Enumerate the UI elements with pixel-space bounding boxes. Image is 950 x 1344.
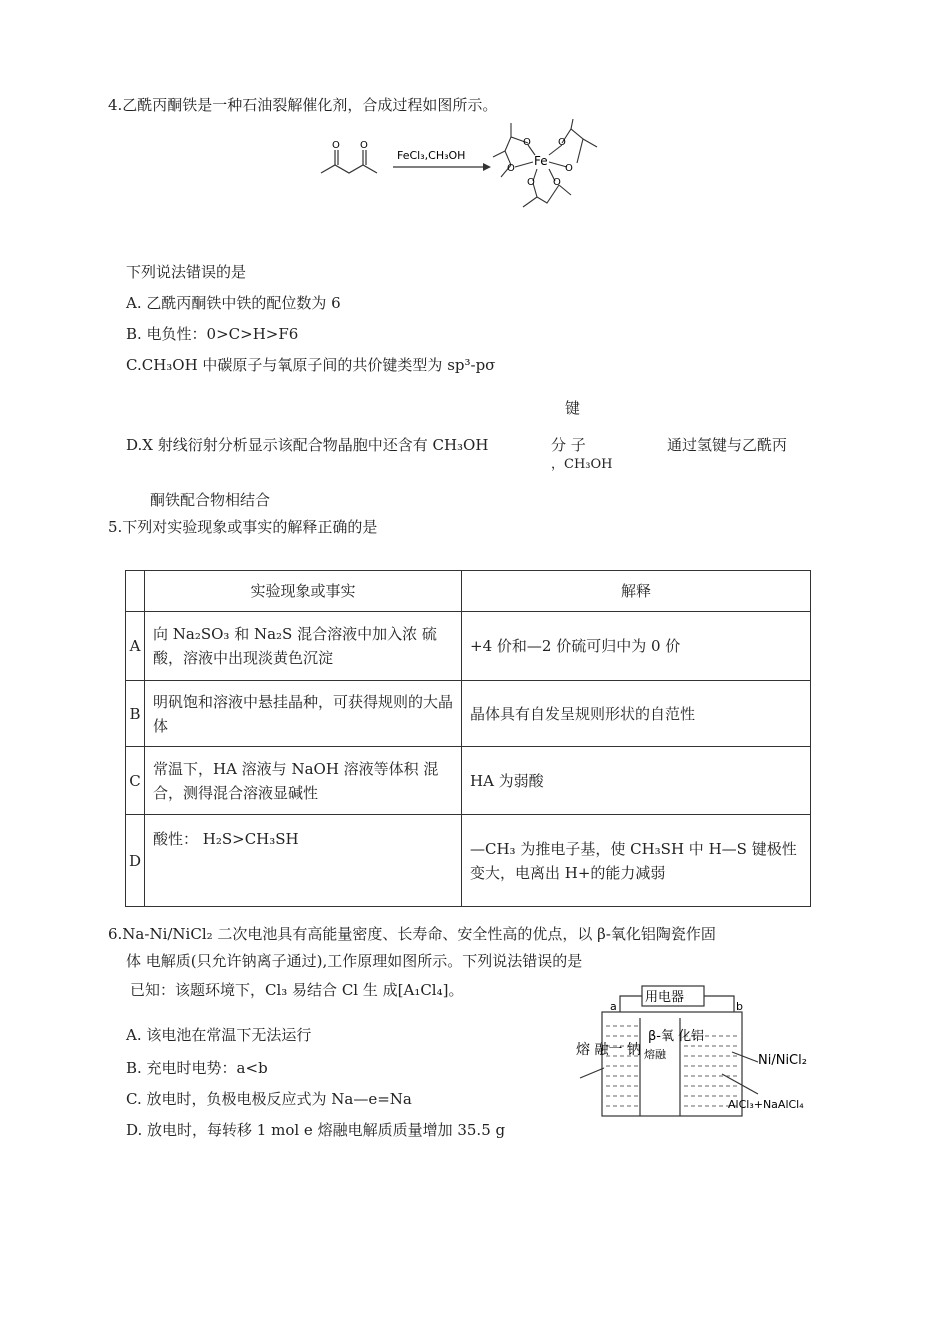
- q4-option-a: A. 乙酰丙酮铁中铁的配位数为 6: [126, 294, 341, 312]
- terminal-b: b: [736, 1000, 743, 1013]
- row-explain: —CH₃ 为推电子基，使 CH₃SH 中 H—S 键极性变大，电离出 H+的能力减弱: [462, 815, 811, 907]
- q4-stem: 4.乙酰丙酮铁是一种石油裂解催化剂，合成过程如图所示。: [108, 96, 498, 114]
- q4-option-d-continued: 酮铁配合物相结合: [150, 491, 271, 509]
- q4-option-d-mid: 分 子: [551, 436, 586, 454]
- battery-diagram: [572, 982, 822, 1118]
- electrolyte-label: AlCl₃+NaAlCl₄: [728, 1098, 804, 1111]
- device-label: 用电器: [645, 990, 685, 1005]
- q4-option-d-right: 通过氢键与乙酰丙: [667, 436, 788, 454]
- svg-text:O: O: [332, 140, 340, 151]
- molten-label: 熔融: [644, 1048, 666, 1061]
- q4-option-c: C.CH₃OH 中碳原子与氧原子间的共价键类型为 sp³-pσ: [126, 356, 496, 374]
- row-key: D: [126, 815, 145, 907]
- header-fact: 实验现象或事实: [145, 571, 462, 612]
- row-key: C: [126, 747, 145, 815]
- svg-text:O: O: [523, 137, 531, 148]
- svg-text:O: O: [507, 163, 515, 174]
- table-row: [126, 681, 811, 747]
- fe-center: Fe: [534, 154, 548, 168]
- row-key: B: [126, 681, 145, 747]
- table-row: [126, 815, 811, 907]
- acac-iron-synthesis-scheme: [315, 115, 615, 215]
- svg-text:O: O: [565, 163, 573, 174]
- table-header-row: [126, 571, 811, 612]
- q4-option-c-tail: 键: [565, 399, 581, 417]
- q4-option-d: D.X 射线衍射分析显示该配合物晶胞中还含有 CH₃OH: [126, 436, 489, 454]
- terminal-a: a: [610, 1000, 617, 1013]
- svg-text:O: O: [360, 140, 368, 151]
- q5-stem: 5.下列对实验现象或事实的解释正确的是: [108, 518, 378, 536]
- table-row: [126, 747, 811, 815]
- q6-option-d: D. 放电时，每转移 1 mol e 熔融电解质质量增加 35.5 g: [126, 1121, 506, 1139]
- q5-table: [125, 570, 811, 907]
- q6-known: 已知：该题环境下，Cl₃ 易结合 Cl 生 成[A₁Cl₄]。: [130, 981, 464, 999]
- row-fact: 酸性： H₂S>CH₃SH: [145, 815, 462, 907]
- table-row: [126, 612, 811, 681]
- q6-option-b: B. 充电时电势：a<b: [126, 1059, 268, 1077]
- membrane-label: β-氧 化铝: [648, 1029, 705, 1044]
- q6-option-c: C. 放电时，负极电极反应式为 Na—e=Na: [126, 1090, 412, 1108]
- svg-text:O: O: [553, 177, 561, 188]
- q4-option-d-sub: ，CH₃OH: [551, 457, 613, 472]
- q4-prompt: 下列说法错误的是: [126, 263, 247, 281]
- row-explain: +4 价和—2 价硫可归中为 0 价: [462, 612, 811, 681]
- row-explain: 晶体具有自发呈规则形状的自范性: [462, 681, 811, 747]
- svg-text:O: O: [527, 177, 535, 188]
- molten-sodium-label: 熔 融一 钠: [576, 1042, 641, 1058]
- row-fact: 向 Na₂SO₃ 和 Na₂S 混合溶液中加入浓 硫酸，溶液中出现淡黄色沉淀: [145, 612, 462, 681]
- svg-text:O: O: [558, 137, 566, 148]
- q6-stem-line1: 6.Na-Ni/NiCl₂ 二次电池具有高能量密度、长寿命、安全性高的优点，以 β-氧化铝陶瓷作固: [108, 925, 716, 943]
- row-key: A: [126, 612, 145, 681]
- cathode-label: Ni/NiCl₂: [758, 1053, 807, 1068]
- q6-option-a: A. 该电池在常温下无法运行: [126, 1026, 312, 1044]
- q6-stem-line2: 体 电解质(只允许钠离子通过),工作原理如图所示。下列说法错误的是: [126, 952, 583, 970]
- q4-option-b: B. 电负性：0>C>H>F6: [126, 325, 299, 343]
- header-explain: 解释: [462, 571, 811, 612]
- row-fact: 常温下，HA 溶液与 NaOH 溶液等体积 混合，测得混合溶液显碱性: [145, 747, 462, 815]
- row-explain: HA 为弱酸: [462, 747, 811, 815]
- reagent-label: FeCl₃,CH₃OH: [397, 149, 466, 162]
- row-fact: 明矾饱和溶液中悬挂晶种，可获得规则的大晶体: [145, 681, 462, 747]
